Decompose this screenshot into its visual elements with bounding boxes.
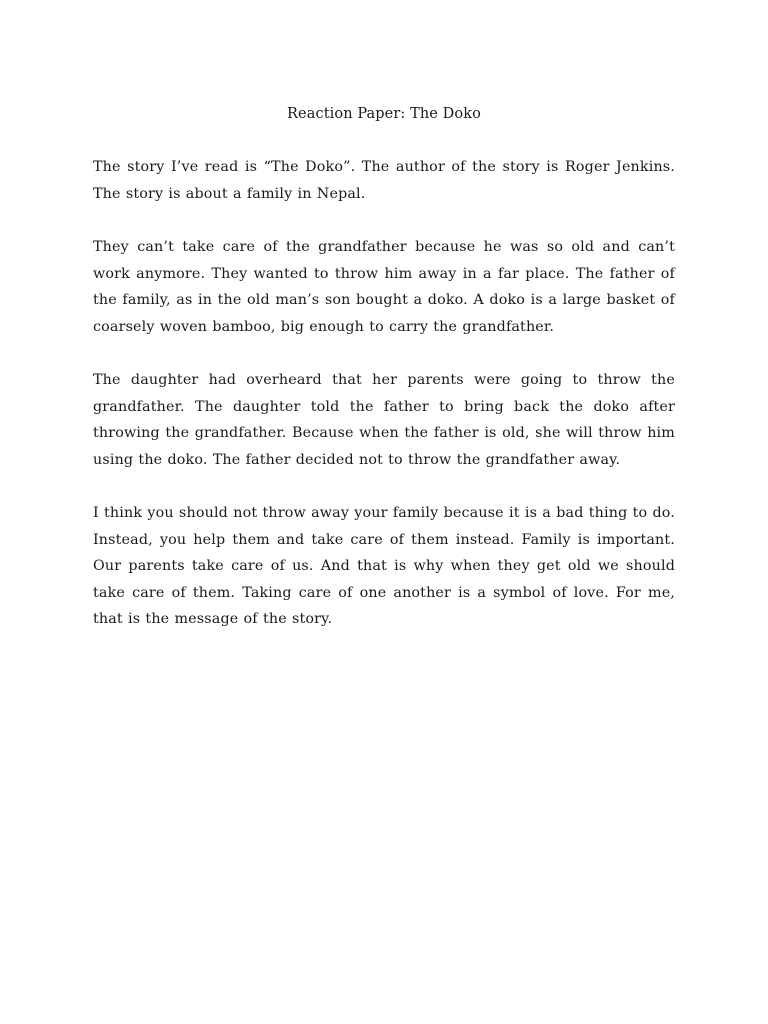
paragraph-daughter: The daughter had overheard that her parents were going to throw the grandfather. The daughter told the father to bring back the doko after throwing the grandfather. Because when the father is old, she will throw him using the doko. The father decided not to throw the grandfather away.	[93, 372, 675, 468]
document-title: Reaction Paper: The Doko	[287, 106, 481, 122]
paragraph-intro: The story I’ve read is “The Doko”. The author of the story is Roger Jenkins. The story is about a family in Nepal.	[93, 159, 675, 202]
paragraph-reflection: I think you should not throw away your family because it is a bad thing to do. Instead, you help them and take care of them instead. Family is important. Our parents take care of us. And that is why when they get old we should take care of them. Taking care of one another is a symbol of love. For me, that is the message of the story.	[93, 505, 675, 627]
document-body	[93, 154, 675, 660]
paragraph-summary: They can’t take care of the grandfather because he was so old and can’t work anymore. They wanted to throw him away in a far place. The father of the family, as in the old man’s son bought a doko. A doko is a large basket of coarsely woven bamboo, big enough to carry the grandfather.	[93, 239, 675, 335]
